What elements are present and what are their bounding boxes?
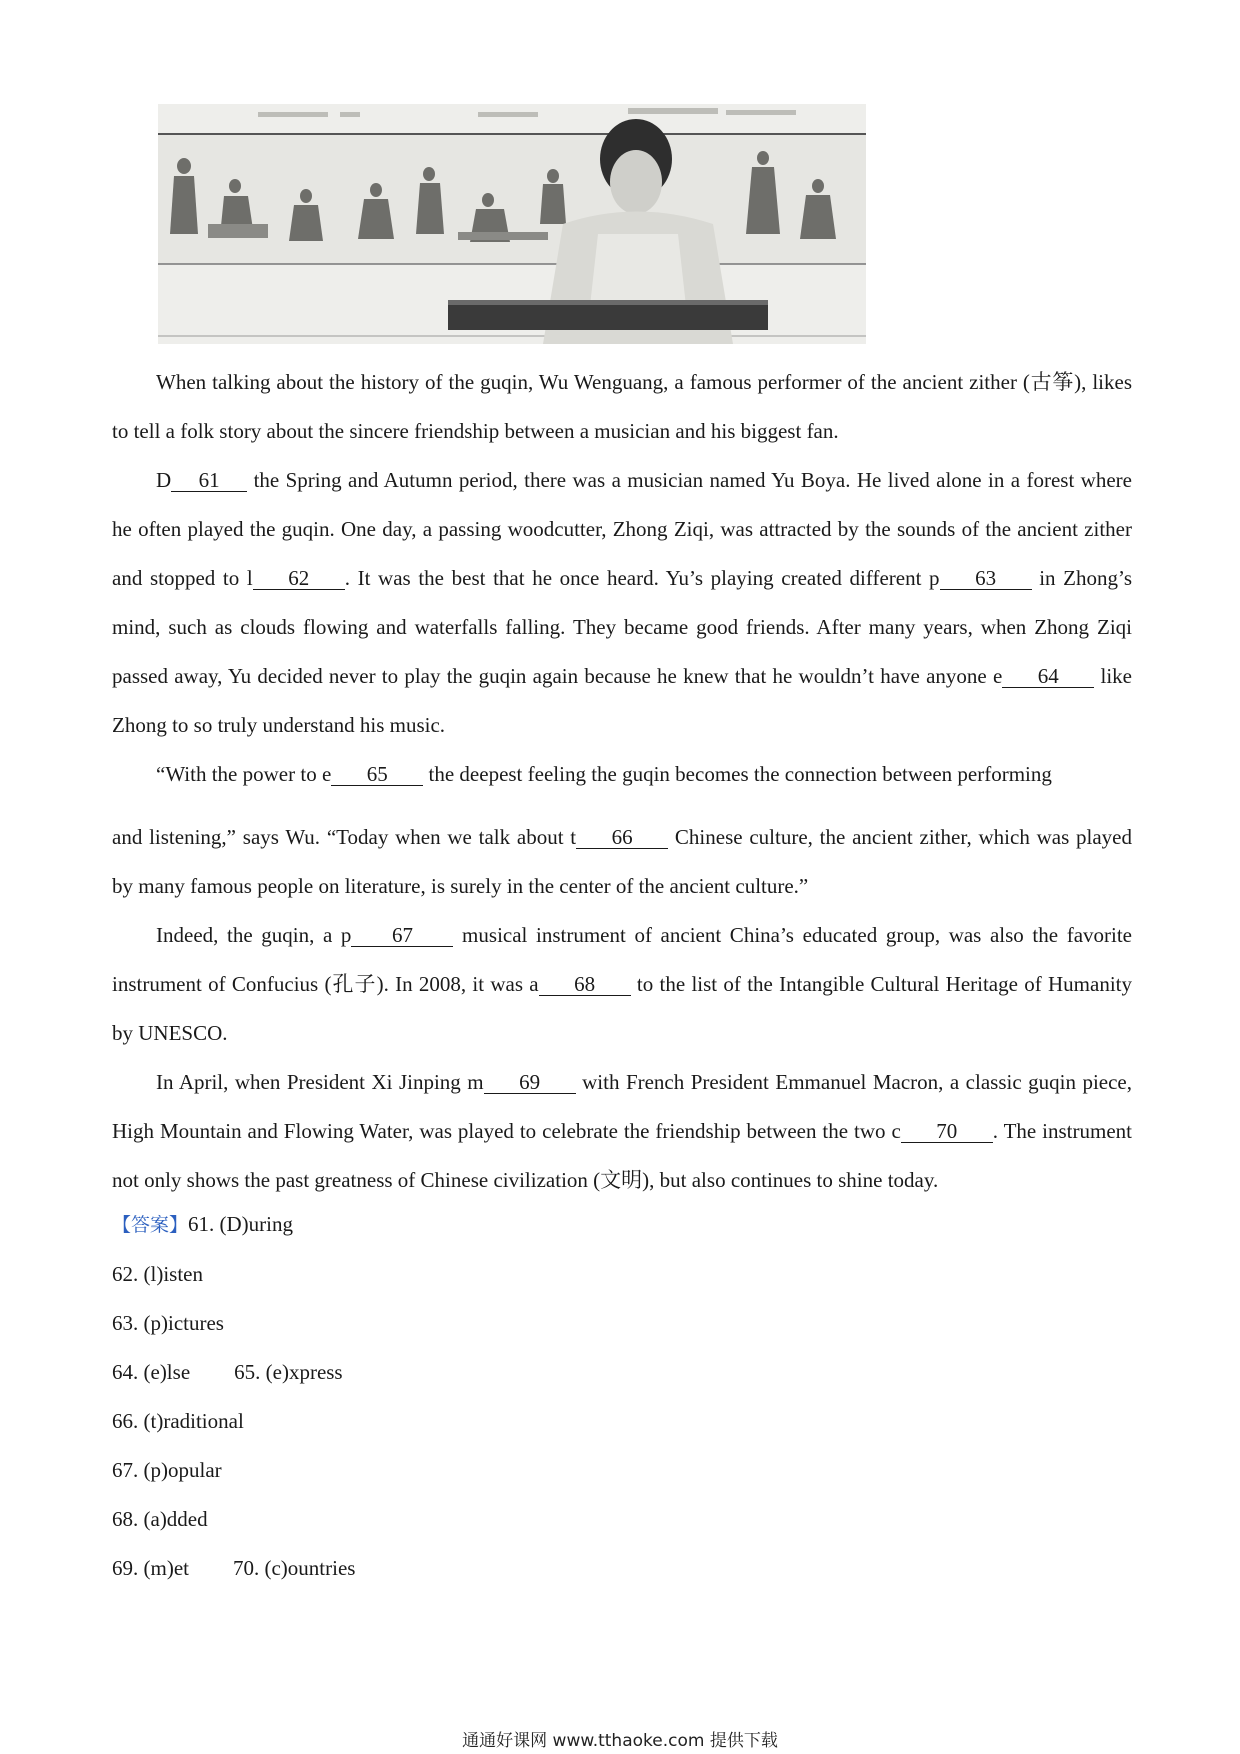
blank-70: 70: [901, 1120, 993, 1143]
paragraph-4: [112, 911, 1132, 1058]
blank-63: 63: [940, 567, 1032, 590]
paragraph-3-text: “With the power to e: [156, 762, 332, 786]
answer-70: 70. (c)ountries: [232, 1556, 356, 1580]
answer-key: [112, 1200, 355, 1593]
paragraph-1: When talking about the history of the guqin, Wu Wenguang, a famous performer of the ancient zither (古筝), likes to tell a folk story about the sincere friendship between a musician and his biggest fan.: [112, 370, 1132, 443]
answer-line-69-70: [112, 1544, 355, 1593]
answer-67: 67. (p)opular: [112, 1458, 222, 1482]
guqin-illustration: [158, 104, 866, 344]
paragraph-3-text: and listening,” says Wu. “Today when we talk about t: [112, 825, 577, 849]
blank-62: 62: [253, 567, 345, 590]
answer-66: 66. (t)raditional: [112, 1409, 244, 1433]
answer-62: 62. (l)isten: [112, 1262, 203, 1286]
paragraph-3-line-1: [112, 750, 1132, 799]
answer-line-64-65: [112, 1348, 355, 1397]
paragraph-2-text: the Spring and Autumn period, there was a musician named Yu Boya. He lived alone in a forest where he often played the guqin. One day, a passing woodcutter, Zhong Ziqi, was attracted by the sounds of the ancient zither and stopped to l: [112, 468, 1132, 590]
paragraph-2-text: . It was the best that he once heard. Yu’s playing created different p: [344, 566, 940, 590]
paragraph-3-rest: [112, 813, 1132, 911]
answer-64: 64. (e)lse: [112, 1360, 191, 1384]
answer-63: 63. (p)ictures: [112, 1311, 224, 1335]
passage: [112, 358, 1132, 1205]
guqin-illustration-drawing: [158, 104, 866, 344]
answer-line-61: [112, 1200, 355, 1250]
blank-68: 68: [539, 973, 631, 996]
paragraph-2: [112, 456, 1132, 750]
paragraph-5-text: with French President Emmanuel Macron, a classic guqin piece, High Mountain and Flowing Water, was played to celebrate the friendship between the two c: [112, 1070, 1133, 1143]
blank-67: 67: [351, 924, 453, 947]
answer-tag: 【答案】: [112, 1214, 189, 1236]
paragraph-3-text: Chinese culture, the ancient zither, which was played by many famous people on literature, is surely in the center of the ancient culture.”: [112, 825, 1132, 898]
paragraph-2-text: like Zhong to so truly understand his music.: [112, 664, 1132, 737]
paragraph-2-text: D: [156, 468, 172, 492]
paragraph-5-text: In April, when President Xi Jinping m: [156, 1070, 484, 1094]
answer-68: 68. (a)dded: [112, 1507, 208, 1531]
blank-65: 65: [331, 763, 423, 786]
footer-credit: 通通好课网 www.tthaoke.com 提供下载: [462, 1731, 778, 1751]
paragraph-3-text: the deepest feeling the guqin becomes the connection between performing: [423, 762, 1052, 786]
paragraph-5-text: . The instrument not only shows the past greatness of Chinese civilization (文明), but also continues to shine today.: [112, 1119, 1132, 1192]
paragraph-4-text: to the list of the Intangible Cultural Heritage of Humanity by UNESCO.: [112, 972, 1132, 1045]
paragraph-4-text: musical instrument of ancient China’s educated group, was also the favorite instrument of Confucius (孔子). In 2008, it was a: [112, 923, 1133, 996]
blank-69: 69: [484, 1071, 576, 1094]
paragraph-4-text: Indeed, the guqin, a p: [156, 923, 352, 947]
answer-69: 69. (m)et: [112, 1556, 189, 1580]
blank-61: 61: [171, 469, 247, 492]
blank-66: 66: [576, 826, 668, 849]
paragraph-5: [112, 1058, 1132, 1205]
answer-65: 65. (e)xpress: [234, 1360, 343, 1384]
answer-61: 61. (D)uring: [188, 1212, 293, 1236]
blank-64: 64: [1002, 665, 1094, 688]
paragraph-2-text: in Zhong’s mind, such as clouds flowing and waterfalls falling. They became good friends. After many years, when Zhong Ziqi passed away, Yu decided never to play the guqin again because he knew that he wouldn’t have anyone e: [112, 566, 1132, 688]
